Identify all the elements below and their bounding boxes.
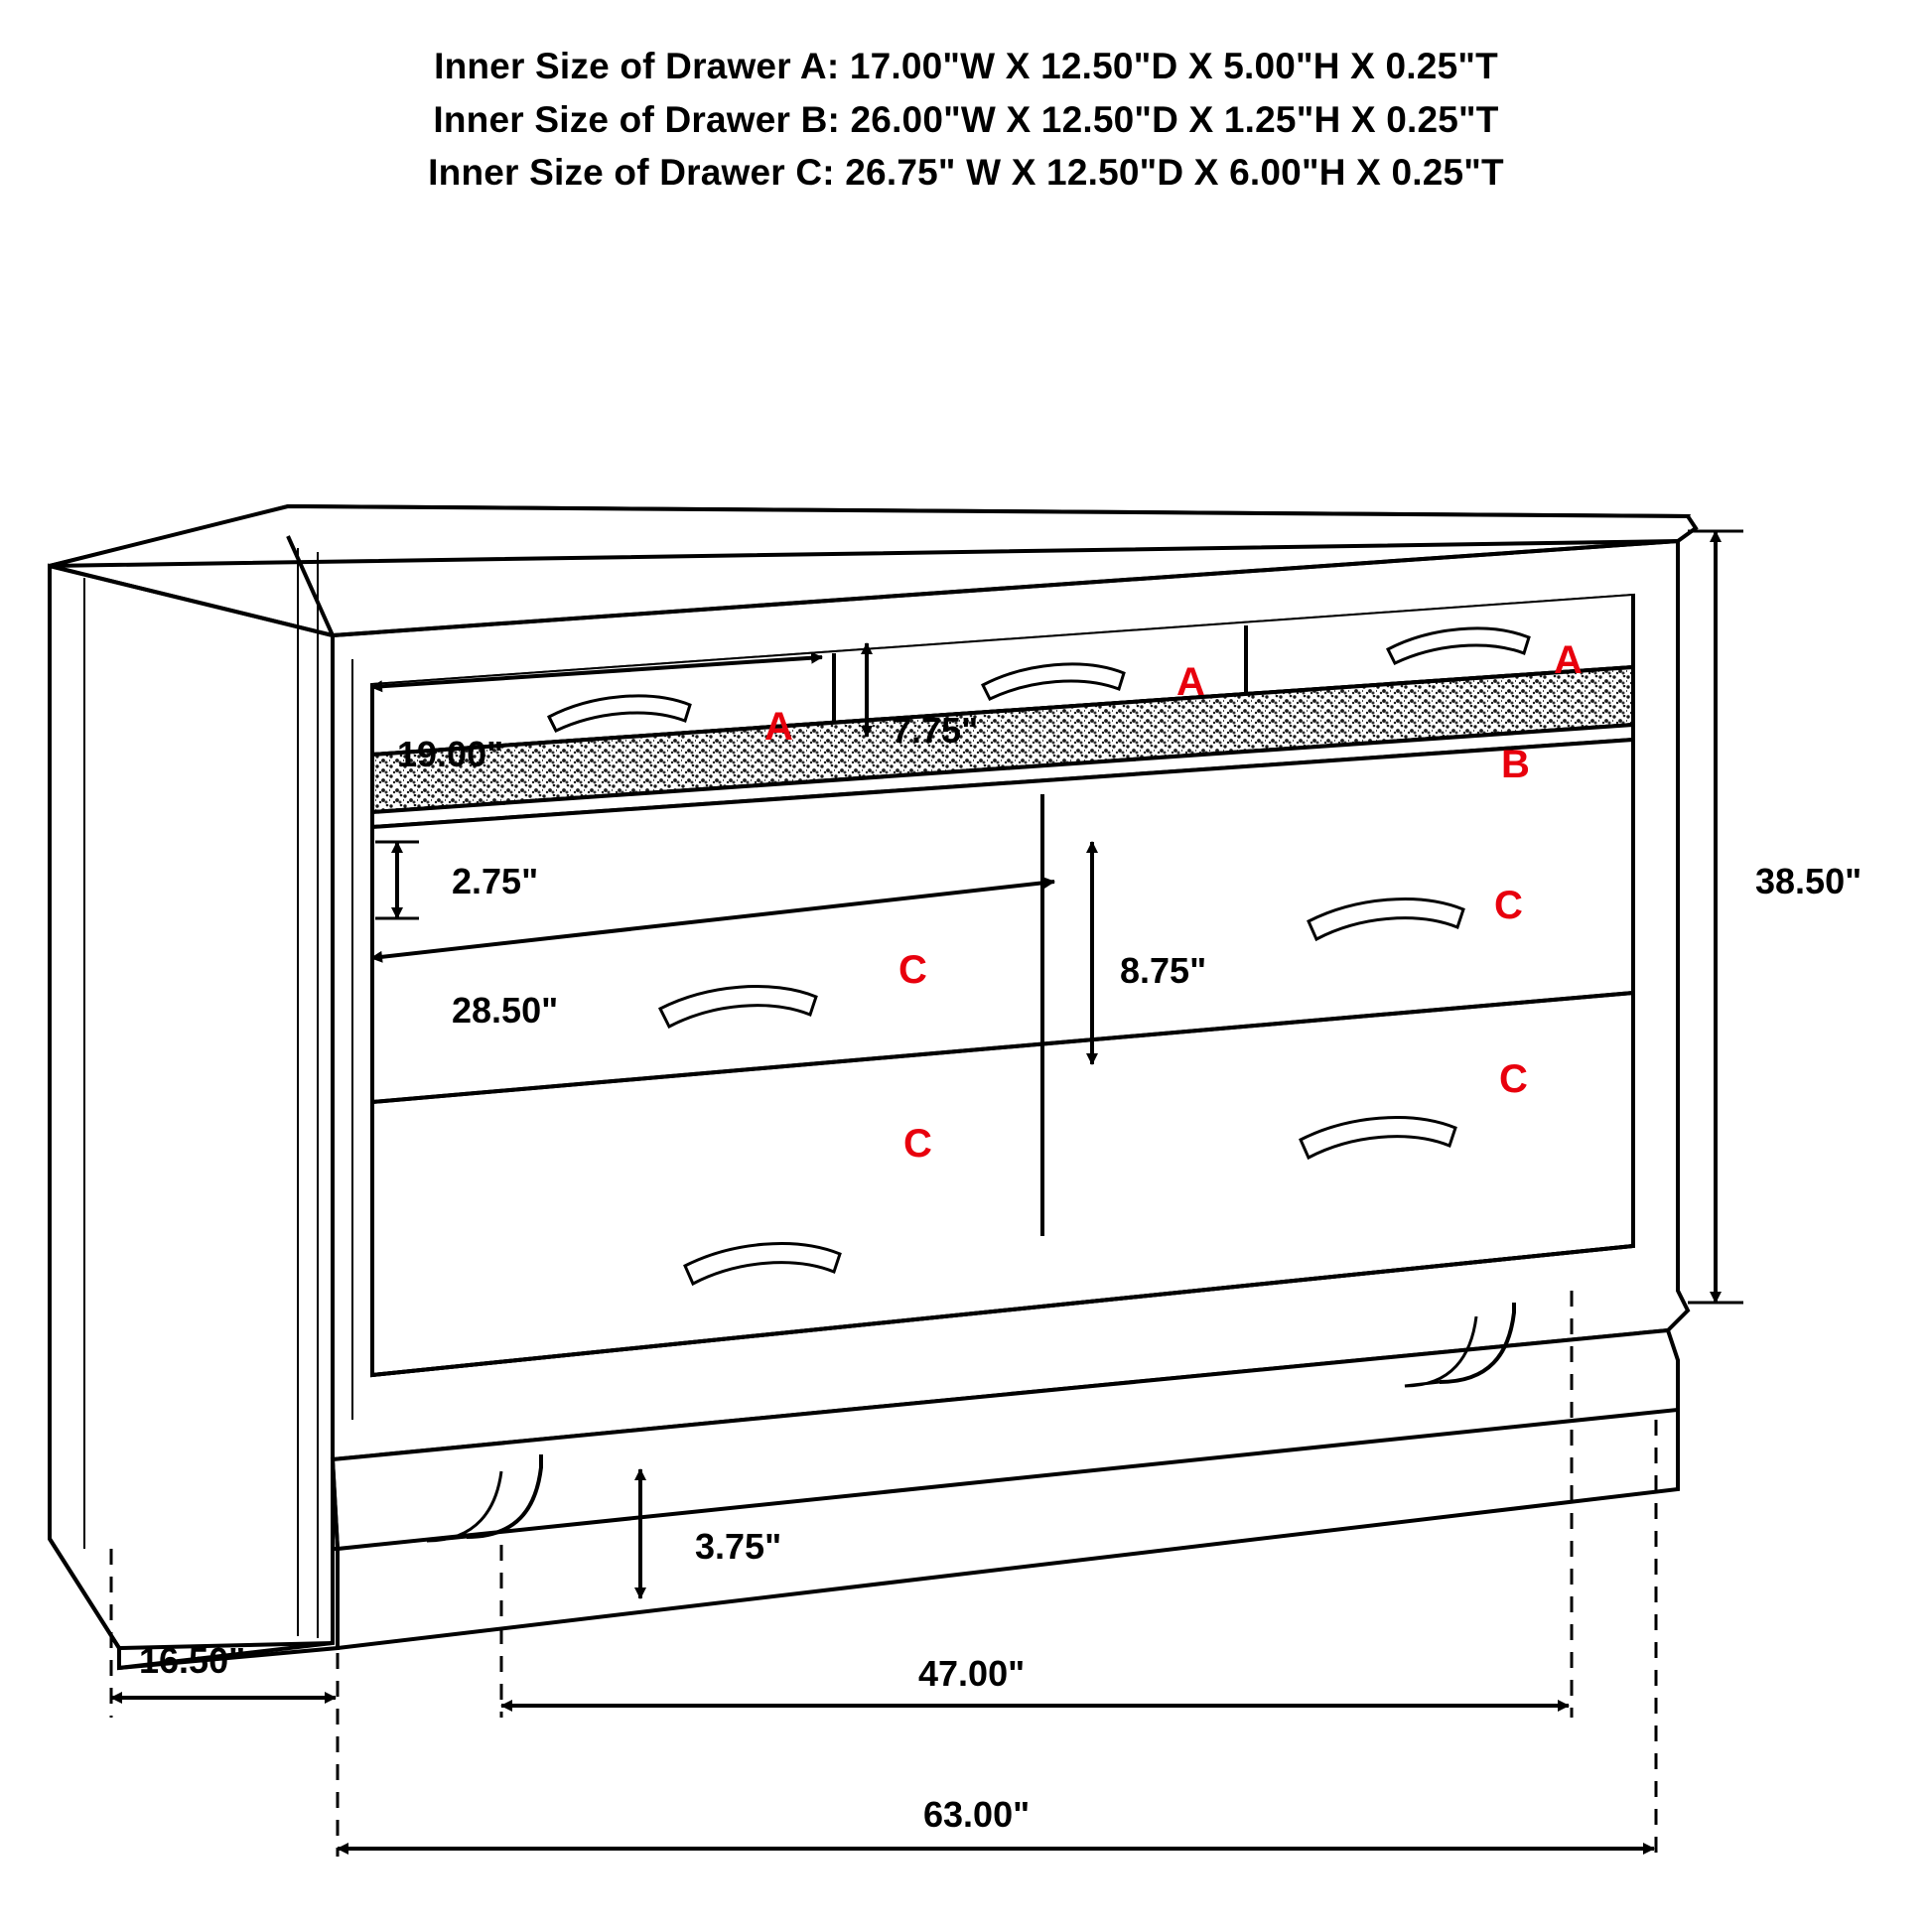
- dim-label-leg-clearance: 3.75": [695, 1526, 782, 1567]
- dim-label-drawer-b-height: 2.75": [452, 861, 539, 901]
- spec-line-drawer-a: Inner Size of Drawer A: 17.00"W X 12.50"D X 5.00"H X 0.25"T: [434, 46, 1498, 86]
- dim-label-overall-height: 38.50": [1755, 861, 1863, 901]
- spec-line-drawer-c: Inner Size of Drawer C: 26.75" W X 12.50"D X 6.00"H X 0.25"T: [428, 152, 1504, 194]
- label-drawer-c1: C: [898, 948, 927, 992]
- label-drawer-b1: B: [1501, 743, 1530, 786]
- label-drawer-a3: A: [1554, 638, 1583, 682]
- dim-label-overall-width: 63.00": [923, 1794, 1031, 1835]
- label-drawer-c3: C: [903, 1122, 932, 1166]
- label-drawer-c2: C: [1494, 884, 1523, 927]
- dim-label-inner-width: 47.00": [918, 1653, 1026, 1694]
- label-drawer-a1: A: [764, 705, 793, 749]
- label-drawer-a2: A: [1176, 660, 1205, 704]
- dim-label-depth: 16.50": [139, 1640, 246, 1681]
- dresser-case: [50, 506, 1696, 1668]
- dim-label-drawer-a-height: 7.75": [892, 710, 979, 751]
- dim-label-drawer-a-width: 19.00": [397, 734, 504, 774]
- spec-line-drawer-b: Inner Size of Drawer B: 26.00"W X 12.50"D X 1.25"H X 0.25"T: [433, 98, 1499, 140]
- dim-label-drawer-c-width: 28.50": [452, 990, 559, 1031]
- label-drawer-c4: C: [1499, 1057, 1528, 1101]
- dim-label-drawer-c-height: 8.75": [1120, 950, 1207, 991]
